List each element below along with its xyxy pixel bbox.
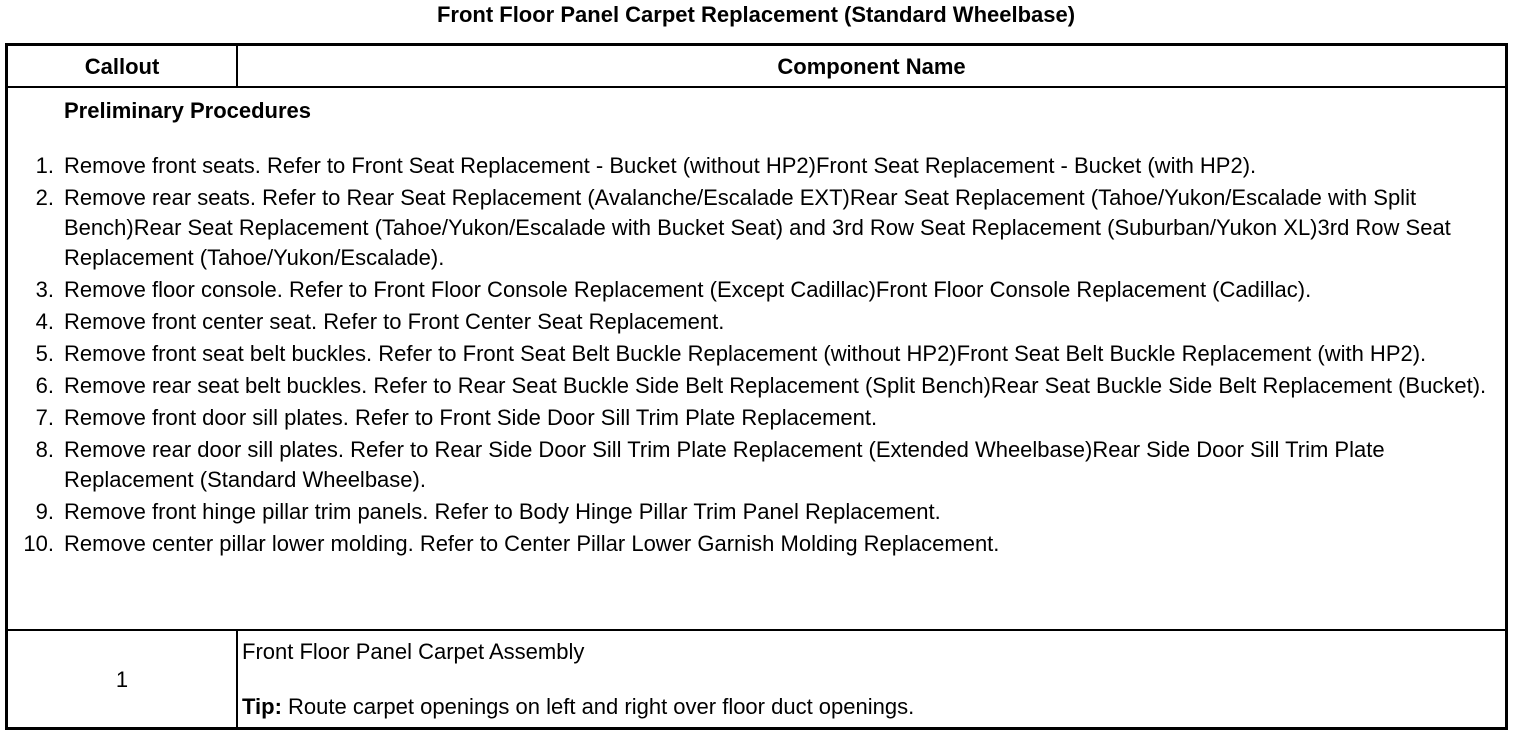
callout-number: 1 (115, 667, 129, 692)
page-title: Front Floor Panel Carpet Replacement (Standard Wheelbase) (436, 2, 1076, 27)
step-text: Remove rear seat belt buckles. Refer to Rear Seat Buckle Side Belt Replacement (Split Bench)Rear Seat Buckle Side Belt Replacement (Bucket). (64, 373, 1487, 398)
step-number: 3. (35, 277, 54, 302)
step-number: 1. (35, 153, 54, 178)
step-text: Remove front door sill plates. Refer to Front Side Door Sill Trim Plate Replacement. (64, 405, 878, 430)
list-item (8, 529, 1503, 559)
tip-note (242, 694, 914, 720)
header-column-divider (236, 46, 238, 86)
step-text: Remove floor console. Refer to Front Floor Console Replacement (Except Cadillac)Front Floor Console Replacement (Cadillac). (64, 277, 1312, 302)
step-number: 7. (35, 405, 54, 430)
component-name: Front Floor Panel Carpet Assembly (242, 639, 585, 664)
step-number: 9. (35, 499, 54, 524)
row-divider (8, 629, 1505, 631)
step-text: Remove front center seat. Refer to Front Center Seat Replacement. (64, 309, 725, 334)
step-text: Remove front seats. Refer to Front Seat Replacement - Bucket (without HP2)Front Seat Replacement - Bucket (with HP2). (64, 153, 1257, 178)
step-number: 6. (35, 373, 54, 398)
list-item (8, 497, 1503, 527)
step-text: Remove rear door sill plates. Refer to Rear Side Door Sill Trim Plate Replacement (Extended Wheelbase)Rear Side Door Sill Trim Plate Replacement (Standard Wheelbase). (64, 437, 1385, 492)
tip-label: Tip: (242, 694, 282, 719)
step-text: Remove rear seats. Refer to Rear Seat Replacement (Avalanche/Escalade EXT)Rear Seat Replacement (Tahoe/Yukon/Escalade with Split Bench)Rear Seat Replacement (Tahoe/Yukon/Escalade with Bucket Seat) and 3rd Row Seat Replacement (Suburban/Yukon XL)3rd Row Seat Replacement (Tahoe/Yukon/Escalade). (64, 185, 1451, 270)
step-number: 2. (35, 185, 54, 210)
header-component-name: Component Name (777, 54, 966, 79)
preliminary-heading: Preliminary Procedures (64, 98, 312, 123)
procedure-table (5, 43, 1508, 730)
step-number: 4. (35, 309, 54, 334)
list-item (8, 339, 1503, 369)
step-text: Remove front hinge pillar trim panels. Refer to Body Hinge Pillar Trim Panel Replacement. (64, 499, 941, 524)
list-item (8, 151, 1503, 181)
header-callout: Callout (84, 54, 160, 79)
step-number: 5. (35, 341, 54, 366)
step-number: 10. (23, 531, 54, 556)
list-item (8, 435, 1503, 495)
step-text: Remove center pillar lower molding. Refer to Center Pillar Lower Garnish Molding Replacement. (64, 531, 1000, 556)
list-item (8, 307, 1503, 337)
header-divider (8, 86, 1505, 88)
list-item (8, 183, 1503, 273)
list-item (8, 403, 1503, 433)
step-number: 8. (35, 437, 54, 462)
preliminary-steps-list (8, 151, 1503, 561)
row-column-divider (236, 629, 238, 727)
list-item (8, 275, 1503, 305)
list-item (8, 371, 1503, 401)
step-text: Remove front seat belt buckles. Refer to Front Seat Belt Buckle Replacement (without HP2)Front Seat Belt Buckle Replacement (with HP2). (64, 341, 1427, 366)
tip-text: Route carpet openings on left and right over floor duct openings. (281, 694, 915, 719)
